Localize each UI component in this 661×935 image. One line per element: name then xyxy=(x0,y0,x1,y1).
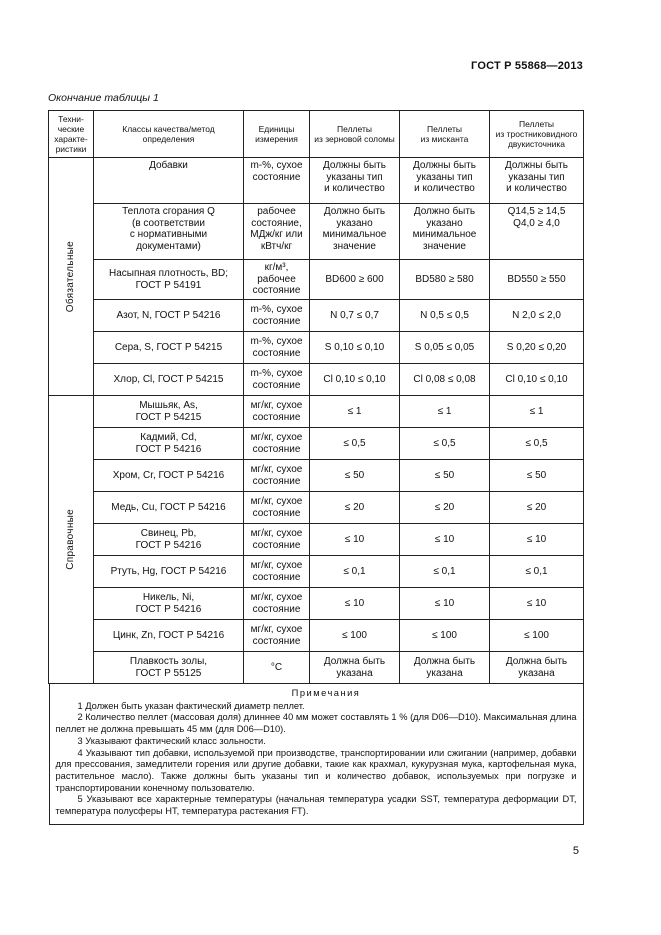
param-cell: Добавки xyxy=(94,158,244,204)
note-item: 2 Количество пеллет (массовая доля) длиннее 40 мм может составлять 1 % (для D06—D10). Максимальная длина пеллет не должна превышать 45 мм (для D06—D10). xyxy=(55,712,577,735)
col-header-miscanthus: Пеллеты из мисканта xyxy=(400,111,490,158)
miscanthus-value-cell: ≤ 0,5 xyxy=(400,428,490,460)
col-header-unit: Единицы измерения xyxy=(244,111,310,158)
unit-cell: рабочее состояние, МДж/кг или кВтч/кг xyxy=(244,204,310,260)
reed-value-cell: ≤ 10 xyxy=(490,588,584,620)
unit-cell: мг/кг, сухое состояние xyxy=(244,460,310,492)
notes-block xyxy=(49,684,584,825)
reed-value-cell: ≤ 1 xyxy=(490,396,584,428)
param-cell: Азот, N, ГОСТ Р 54216 xyxy=(94,300,244,332)
reed-value-cell: ≤ 100 xyxy=(490,620,584,652)
table-row xyxy=(49,524,584,556)
straw-value-cell: S 0,10 ≤ 0,10 xyxy=(310,332,400,364)
unit-cell: m-%, сухое состояние xyxy=(244,300,310,332)
param-cell: Свинец, Pb, ГОСТ Р 54216 xyxy=(94,524,244,556)
param-cell: Плавкость золы, ГОСТ Р 55125 xyxy=(94,652,244,684)
table-row xyxy=(49,428,584,460)
note-item: 5 Указывают все характерные температуры (начальная температура усадки SST, температура деформации DT, температура полусферы HT, температура растекания FT). xyxy=(55,794,577,817)
notes-heading: Примечания xyxy=(291,688,361,698)
straw-value-cell: Должны быть указаны тип и количество xyxy=(310,158,400,204)
note-item: 4 Указывают тип добавки, используемой при производстве, транспортировании или сжигании (например, добавки для прессования, замедлители горения или другие добавки, такие как крахмал, кукурузная мука, картофельная мука, растительное масло). Также должны быть указаны тип и количество добавок, используемых при погрузке и транспортировании конечному пользователю. xyxy=(55,747,577,793)
table-row xyxy=(49,460,584,492)
param-cell: Медь, Cu, ГОСТ Р 54216 xyxy=(94,492,244,524)
param-cell: Кадмий, Cd, ГОСТ Р 54216 xyxy=(94,428,244,460)
reed-value-cell: ≤ 0,1 xyxy=(490,556,584,588)
unit-cell: мг/кг, сухое состояние xyxy=(244,428,310,460)
col-header-characteristics: Техни- ческие характе- ристики xyxy=(49,111,94,158)
miscanthus-value-cell: Cl 0,08 ≤ 0,08 xyxy=(400,364,490,396)
param-cell: Хлор, Cl, ГОСТ Р 54215 xyxy=(94,364,244,396)
straw-value-cell: BD600 ≥ 600 xyxy=(310,260,400,300)
straw-value-cell: ≤ 20 xyxy=(310,492,400,524)
unit-cell: °C xyxy=(244,652,310,684)
miscanthus-value-cell: ≤ 10 xyxy=(400,588,490,620)
table-row xyxy=(49,588,584,620)
miscanthus-value-cell: S 0,05 ≤ 0,05 xyxy=(400,332,490,364)
reed-value-cell: ≤ 0,5 xyxy=(490,428,584,460)
reed-value-cell: Cl 0,10 ≤ 0,10 xyxy=(490,364,584,396)
param-cell: Цинк, Zn, ГОСТ Р 54216 xyxy=(94,620,244,652)
miscanthus-value-cell: Должны быть указаны тип и количество xyxy=(400,158,490,204)
reed-value-cell: ≤ 50 xyxy=(490,460,584,492)
straw-value-cell: ≤ 10 xyxy=(310,588,400,620)
standard-number: ГОСТ Р 55868—2013 xyxy=(471,60,583,72)
unit-cell: мг/кг, сухое состояние xyxy=(244,492,310,524)
miscanthus-value-cell: ≤ 100 xyxy=(400,620,490,652)
param-cell: Сера, S, ГОСТ Р 54215 xyxy=(94,332,244,364)
param-cell: Теплота сгорания Q (в соответствии с нормативными документами) xyxy=(94,204,244,260)
reed-value-cell: S 0,20 ≤ 0,20 xyxy=(490,332,584,364)
table-row xyxy=(49,556,584,588)
col-header-straw: Пеллеты из зерновой соломы xyxy=(310,111,400,158)
miscanthus-value-cell: Должна быть указана xyxy=(400,652,490,684)
straw-value-cell: ≤ 1 xyxy=(310,396,400,428)
table-header-row xyxy=(49,111,584,158)
miscanthus-value-cell: ≤ 0,1 xyxy=(400,556,490,588)
table-row xyxy=(49,158,584,204)
straw-value-cell: Должно быть указано минимальное значение xyxy=(310,204,400,260)
miscanthus-value-cell: Должно быть указано минимальное значение xyxy=(400,204,490,260)
straw-value-cell: ≤ 10 xyxy=(310,524,400,556)
straw-value-cell: ≤ 100 xyxy=(310,620,400,652)
unit-cell: кг/м³, рабочее состояние xyxy=(244,260,310,300)
unit-cell: мг/кг, сухое состояние xyxy=(244,396,310,428)
page-number: 5 xyxy=(572,845,579,857)
col-header-reed: Пеллеты из тростниковидного двукисточника xyxy=(490,111,584,158)
reed-value-cell: ≤ 10 xyxy=(490,524,584,556)
table-row xyxy=(49,492,584,524)
miscanthus-value-cell: ≤ 1 xyxy=(400,396,490,428)
note-item: 1 Должен быть указан фактический диаметр пеллет. xyxy=(77,700,305,711)
unit-cell: мг/кг, сухое состояние xyxy=(244,524,310,556)
param-cell: Мышьяк, As, ГОСТ Р 54215 xyxy=(94,396,244,428)
param-cell: Насыпная плотность, BD; ГОСТ Р 54191 xyxy=(94,260,244,300)
note-item: 3 Указывают фактический класс зольности. xyxy=(77,735,266,746)
reed-value-cell: BD550 ≥ 550 xyxy=(490,260,584,300)
param-cell: Ртуть, Hg, ГОСТ Р 54216 xyxy=(94,556,244,588)
unit-cell: m-%, сухое состояние xyxy=(244,364,310,396)
unit-cell: мг/кг, сухое состояние xyxy=(244,588,310,620)
col-header-class: Классы качества/метод определения xyxy=(94,111,244,158)
unit-cell: m-%, сухое состояние xyxy=(244,332,310,364)
miscanthus-value-cell: N 0,5 ≤ 0,5 xyxy=(400,300,490,332)
straw-value-cell: Cl 0,10 ≤ 0,10 xyxy=(310,364,400,396)
straw-value-cell: ≤ 50 xyxy=(310,460,400,492)
miscanthus-value-cell: ≤ 20 xyxy=(400,492,490,524)
group-label: Обязательные xyxy=(49,158,94,396)
table-row xyxy=(49,260,584,300)
table-row xyxy=(49,204,584,260)
table-row xyxy=(49,300,584,332)
miscanthus-value-cell: ≤ 50 xyxy=(400,460,490,492)
group-label: Справочные xyxy=(49,396,94,684)
table-row xyxy=(49,364,584,396)
table-caption: Окончание таблицы 1 xyxy=(48,92,159,104)
miscanthus-value-cell: BD580 ≥ 580 xyxy=(400,260,490,300)
straw-value-cell: N 0,7 ≤ 0,7 xyxy=(310,300,400,332)
param-cell: Никель, Ni, ГОСТ Р 54216 xyxy=(94,588,244,620)
straw-value-cell: Должна быть указана xyxy=(310,652,400,684)
straw-value-cell: ≤ 0,1 xyxy=(310,556,400,588)
straw-value-cell: ≤ 0,5 xyxy=(310,428,400,460)
unit-cell: m-%, сухое состояние xyxy=(244,158,310,204)
table-row xyxy=(49,620,584,652)
table-row xyxy=(49,396,584,428)
reed-value-cell: ≤ 20 xyxy=(490,492,584,524)
reed-value-cell: Q14,5 ≥ 14,5 Q4,0 ≥ 4,0 xyxy=(490,204,584,260)
requirements-table xyxy=(48,110,584,825)
unit-cell: мг/кг, сухое состояние xyxy=(244,556,310,588)
reed-value-cell: N 2,0 ≤ 2,0 xyxy=(490,300,584,332)
table-row xyxy=(49,652,584,684)
param-cell: Хром, Cr, ГОСТ Р 54216 xyxy=(94,460,244,492)
table-row xyxy=(49,332,584,364)
reed-value-cell: Должна быть указана xyxy=(490,652,584,684)
unit-cell: мг/кг, сухое состояние xyxy=(244,620,310,652)
miscanthus-value-cell: ≤ 10 xyxy=(400,524,490,556)
reed-value-cell: Должны быть указаны тип и количество xyxy=(490,158,584,204)
